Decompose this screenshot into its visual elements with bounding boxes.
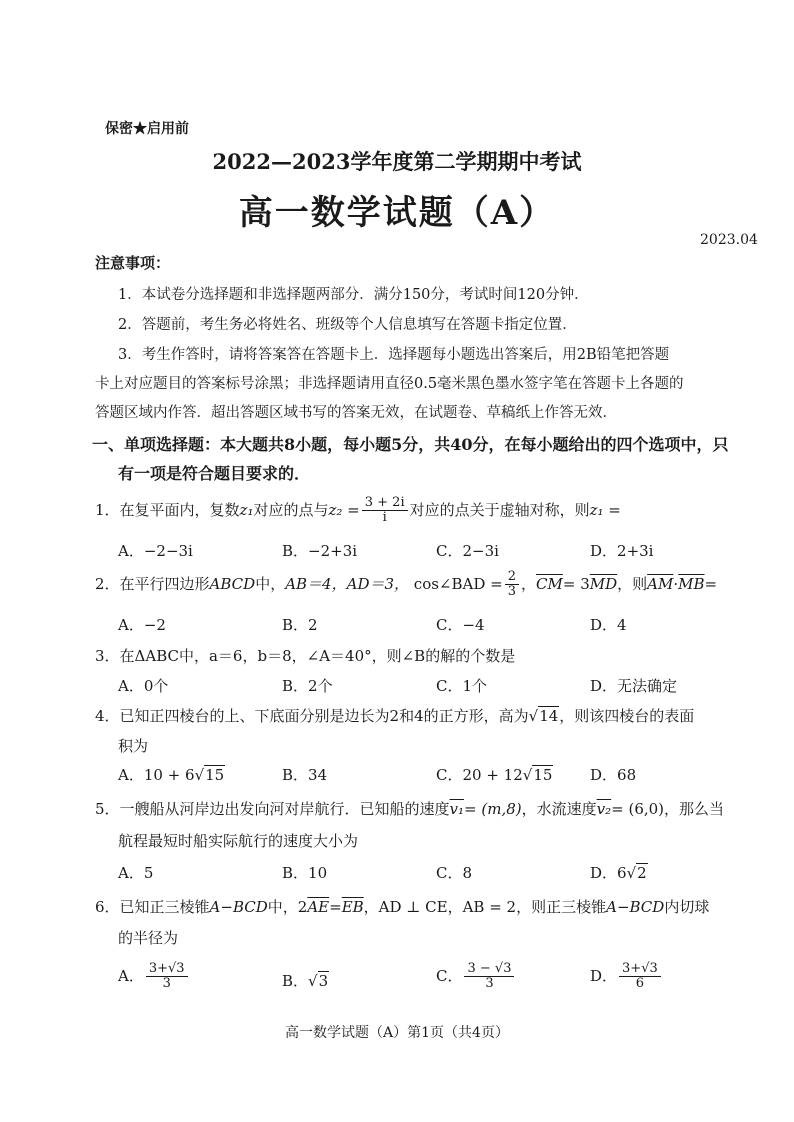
- q1-option-d: D．2+3i: [590, 542, 654, 560]
- q6-option-d-label: D．: [590, 966, 618, 985]
- q1-fraction-den: i: [382, 510, 387, 526]
- q4-option-a-sqrt: 15: [205, 766, 225, 784]
- q6-text-mid: 中，2: [267, 898, 308, 916]
- q6-option-c-fraction: [464, 962, 514, 992]
- q4-sqrt: 14: [539, 707, 559, 725]
- q5-option-d-sqrt: 2: [637, 864, 647, 882]
- question-6: [95, 896, 709, 917]
- q6-option-d-num: 3+√3: [619, 962, 661, 977]
- q2-text-mid: 中，: [255, 574, 286, 593]
- q5-option-c: C．8: [436, 864, 473, 882]
- q2-sep: ，: [521, 574, 537, 593]
- q4-text: 4．已知正四棱台的上、下底面分别是边长为2和4的正方形，高为: [95, 707, 529, 725]
- q2-option-d: D．4: [590, 616, 627, 634]
- q5-vector-v2: v₂: [596, 800, 612, 818]
- q6-eq: =: [329, 898, 342, 916]
- notice-heading: 注意事项：: [95, 254, 171, 272]
- q3-option-d: D．无法确定: [590, 677, 678, 695]
- q5-v1-value: = (m,8): [464, 800, 522, 818]
- question-4-cont: 积为: [118, 737, 149, 755]
- q6-option-d-fraction: [619, 962, 661, 992]
- q5-text-mid: ，水流速度: [521, 800, 597, 818]
- q6-option-d: [590, 962, 663, 992]
- q2-vector-cm: $\overline{CM}$: [536, 574, 563, 593]
- q1-option-c: C．2−3i: [436, 542, 499, 560]
- q6-text: 6．已知正三棱锥: [95, 898, 210, 916]
- q1-z1: z₁: [239, 500, 254, 519]
- q1-fraction: [362, 496, 408, 526]
- q6-vector-ae: $\overline{AE}$: [307, 898, 330, 916]
- page-title: 高一数学试题（A）: [238, 193, 556, 233]
- q5-option-a: A．5: [118, 864, 154, 882]
- q1-text: 1．在复平面内，复数: [95, 500, 240, 519]
- q3-option-a: A．0个: [118, 677, 169, 695]
- q4-option-d: D．68: [590, 766, 637, 784]
- q3-option-c: C．1个: [436, 677, 488, 695]
- q6-option-d-den: 6: [635, 976, 645, 992]
- q4-option-c-sqrt: 15: [533, 766, 553, 784]
- q6-option-a-den: 3: [162, 976, 171, 992]
- q5-option-d-text: D．6: [590, 864, 627, 882]
- q2-option-b: B．2: [282, 616, 318, 634]
- q4-text-end: ，则该四棱台的表面: [559, 707, 695, 725]
- q6-option-a-label: A．: [118, 966, 144, 985]
- q5-v2-value: = (6,0): [611, 800, 665, 818]
- question-1: [95, 496, 621, 526]
- q6-option-a-fraction: [146, 962, 188, 992]
- question-2: [95, 570, 717, 600]
- q6-option-c: [436, 962, 516, 992]
- q6-option-c-label: C．: [436, 966, 463, 985]
- q1-text-mid: 对应的点与: [253, 500, 329, 519]
- q6-option-a-num: 3+√3: [146, 962, 188, 977]
- q6-text-end: 内切球: [664, 898, 710, 916]
- q2-abcd: ABCD: [209, 574, 256, 593]
- confidential-label: 保密★启用前: [105, 121, 189, 137]
- q4-option-b: B．34: [282, 766, 328, 784]
- q3-option-b: B．2个: [282, 677, 333, 695]
- q2-vector-md: $\overline{MD}$: [589, 574, 618, 593]
- q4-option-c-text: C．20 + 12: [436, 766, 523, 784]
- q5-option-b: B．10: [282, 864, 328, 882]
- q1-option-a: A．−2−3i: [118, 542, 193, 560]
- q6-text-rest: ，AD ⊥ CE，AB = 2，则正三棱锥: [363, 898, 607, 916]
- page-footer: 高一数学试题（A）第1页（共4页）: [285, 1025, 509, 1041]
- q4-option-a: A．10 + 6√15: [118, 766, 225, 784]
- question-4: 4．已知正四棱台的上、下底面分别是边长为2和4的正方形，高为√14，则该四棱台的表面: [95, 707, 695, 725]
- q6-option-b-label: B．: [282, 972, 309, 990]
- q5-text: 5．一艘船从河岸边出发向河对岸航行．已知船的速度: [95, 800, 450, 818]
- q6-vector-eb: $\overline{EB}$: [341, 898, 364, 916]
- q6-option-c-num: 3 − √3: [464, 962, 514, 977]
- question-5: [95, 798, 724, 819]
- q1-text-suffix: 对应的点关于虚轴对称，则: [409, 500, 590, 519]
- q2-text: 2．在平行四边形: [95, 574, 210, 593]
- notice-item-3-cont: 卡上对应题目的答案标号涂黑；非选择题请用直径0.5毫米黑色墨水签字笔在答题卡上各题的: [95, 376, 684, 392]
- q2-ab: AB＝4，: [285, 574, 347, 593]
- q2-option-a: A．−2: [118, 616, 166, 634]
- notice-item-2: 2．答题前，考生务必将姓名、班级等个人信息填写在答题卡指定位置．: [118, 317, 577, 333]
- q2-fraction-num: 2: [505, 570, 519, 585]
- q2-dot: ·: [673, 574, 679, 593]
- exam-headline: 2022—2023学年度第二学期期中考试: [212, 149, 582, 174]
- q6-tetra-2: A−BCD: [606, 898, 665, 916]
- q2-vector-mb: $\overline{MB}$: [678, 574, 705, 593]
- notice-item-1: 1．本试卷分选择题和非选择题两部分．满分150分，考试时间120分钟．: [118, 287, 589, 303]
- q5-text-end: ，那么当: [664, 800, 725, 818]
- q2-fraction-den: 3: [507, 584, 516, 600]
- question-5-cont: 航程最短时船实际航行的速度大小为: [118, 832, 359, 850]
- q5-vector-v1: v₁: [449, 800, 465, 818]
- q4-option-a-text: A．10 + 6: [118, 766, 195, 784]
- q2-then: ，则: [617, 574, 648, 593]
- q1-end: z₁ =: [589, 500, 621, 519]
- exam-date: 2023.04: [700, 232, 758, 248]
- notice-item-3-cont2: 答题区域内作答．超出答题区域书写的答案无效，在试题卷、草稿纸上作答无效．: [95, 405, 617, 421]
- q4-option-c: C．20 + 12√15: [436, 766, 553, 784]
- q2-option-c: C．−4: [436, 616, 485, 634]
- section-heading: 一、单项选择题：本大题共8小题，每小题5分，共40分，在每小题给出的四个选项中，只: [92, 435, 729, 454]
- section-heading-cont: 有一项是符合题目要求的．: [118, 464, 311, 483]
- q2-vector-am: $\overline{AM}$: [647, 574, 674, 593]
- notice-item-3: 3．考生作答时，请将答案答在答题卡上．选择题每小题选出答案后，用2B铅笔把答题: [118, 347, 670, 363]
- question-6-cont: 的半径为: [118, 929, 179, 947]
- q1-fraction-num: 3 + 2i: [362, 496, 408, 511]
- q6-option-b: B．√3: [282, 972, 329, 990]
- q6-option-c-den: 3: [485, 976, 494, 992]
- q5-option-d: D．6√2: [590, 864, 647, 882]
- q6-option-a: [118, 962, 190, 992]
- q1-z2: z₂ =: [328, 500, 360, 519]
- q2-end: =: [704, 574, 718, 593]
- q6-tetra: A−BCD: [209, 898, 268, 916]
- q2-eq: = 3: [562, 574, 590, 593]
- q6-option-b-sqrt: 3: [318, 972, 329, 990]
- q1-option-b: B．−2+3i: [282, 542, 358, 560]
- question-3: 3．在ΔABC中，a＝6，b＝8，∠A＝40°，则∠B的解的个数是: [95, 647, 516, 665]
- q2-ad: AD＝3，: [346, 574, 410, 593]
- q2-fraction: [505, 570, 519, 600]
- q2-cos: cos∠BAD =: [413, 574, 503, 593]
